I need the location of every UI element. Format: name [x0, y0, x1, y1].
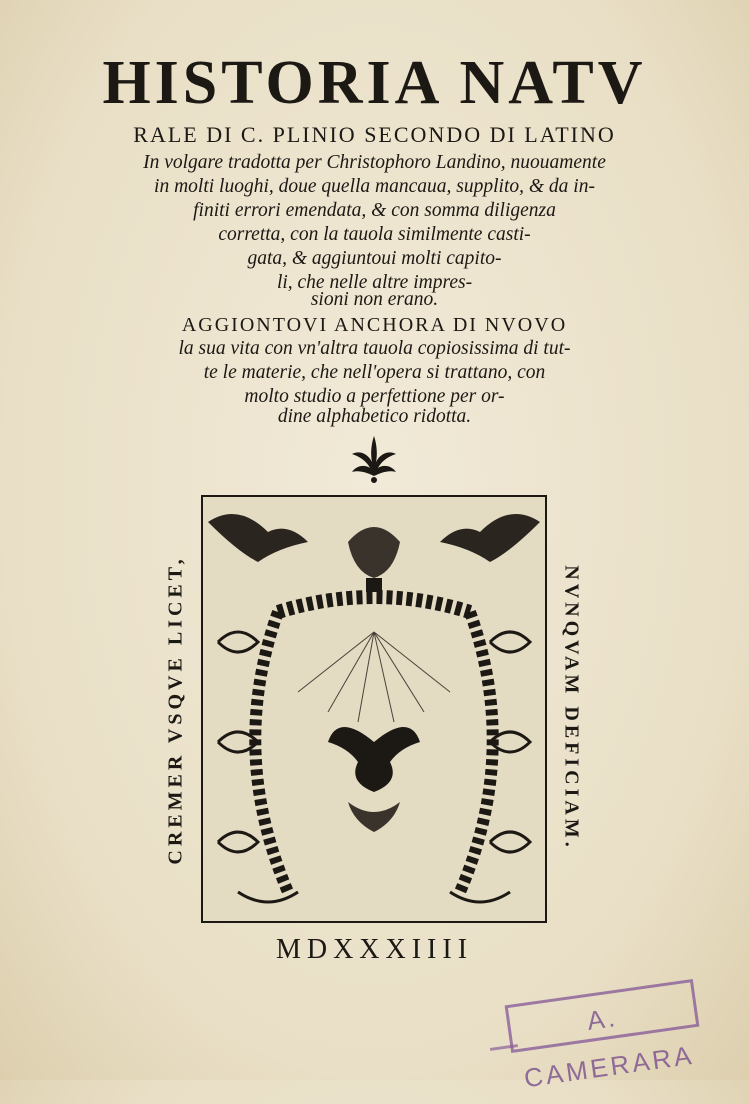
motto-right: NVNQVAM DEFICIAM. — [560, 565, 583, 851]
text-line: li, che nelle altre impres- — [276, 272, 473, 293]
subheading: AGGIONTOVI ANCHORA DI NVOVO — [181, 314, 568, 336]
text-line: corretta, con la tauola similmente casti- — [218, 224, 531, 245]
text-line: la sua vita con vn'altra tauola copiosissima di tut- — [178, 338, 571, 359]
ownership-stamp: A. CAMERARA — [505, 979, 700, 1053]
publication-date: MDXXXIIII — [275, 934, 474, 965]
title-continuation: RALE DI C. PLINIO SECONDO DI LATINO — [133, 122, 616, 147]
text-line: te le materie, che nell'opera si trattano, con — [203, 362, 546, 383]
text-line: In volgare tradotta per Christophoro Landino, nuouamente — [143, 152, 606, 173]
text-line: in molti luoghi, doue quella mancaua, supplito, & da in- — [154, 176, 595, 197]
text-line: dine alphabetico ridotta. — [277, 406, 472, 427]
book-title: HISTORIA NATV — [102, 49, 647, 117]
text-line: sioni non erano. — [310, 289, 439, 310]
woodcut-illustration — [198, 492, 550, 926]
text-line: gata, & aggiuntoui molti capito- — [247, 248, 502, 269]
text-line: molto studio a perfettione per or- — [244, 386, 505, 407]
fleuron-icon — [344, 432, 404, 484]
text-line: finiti errori emendata, & con somma diligenza — [193, 200, 556, 221]
motto-left: CREMER VSQVE LICET, — [164, 555, 187, 865]
